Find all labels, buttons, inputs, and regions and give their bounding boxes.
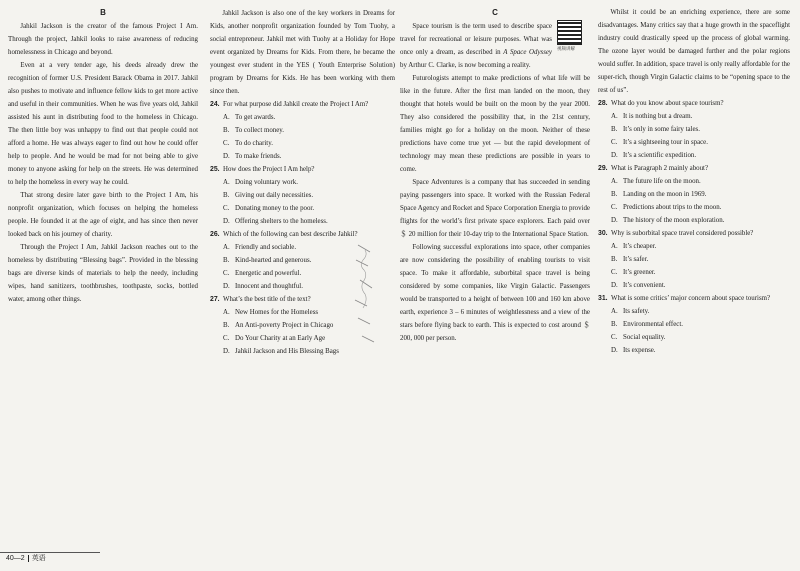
- qr-code-icon[interactable]: [557, 20, 582, 45]
- option-letter: A.: [223, 309, 230, 316]
- column-1: [8, 6, 198, 306]
- option-text: Its safety.: [623, 308, 650, 315]
- option-letter: C.: [223, 335, 230, 342]
- question-29: [598, 162, 790, 175]
- option-text: It’s greener.: [623, 269, 656, 276]
- answer-option[interactable]: [210, 202, 395, 215]
- option-text: It’s safer.: [623, 256, 649, 263]
- question-number: 30.: [598, 230, 608, 237]
- option-letter: C.: [223, 140, 230, 147]
- subject-label: 英语: [31, 555, 46, 562]
- answer-option[interactable]: [598, 123, 790, 136]
- option-letter: C.: [223, 270, 230, 277]
- answer-option[interactable]: [598, 201, 790, 214]
- question-28: [598, 97, 790, 110]
- section-b-paragraph-5-continued: Jahkil Jackson is also one of the key workers in Dreams for Kids, another nonprofit organization founded by Tom Tuohy, a social entrepreneur. Jahkil met with Tuohy at a Holiday for Hope event organized by Dreams for Kids. From there, he became the youngest ever student in the YES ( Youth Enterprise Solution) program by Dreams for Kids. He has been working with them since then.: [210, 10, 395, 95]
- answer-option[interactable]: [210, 150, 395, 163]
- option-letter: B.: [611, 126, 618, 133]
- answer-option[interactable]: [598, 214, 790, 227]
- option-letter: A.: [223, 244, 230, 251]
- option-letter: D.: [223, 348, 230, 355]
- question-number: 29.: [598, 165, 608, 172]
- question-25: [210, 163, 395, 176]
- answer-option[interactable]: [210, 124, 395, 137]
- question-number: 24.: [210, 101, 220, 108]
- option-letter: A.: [611, 243, 618, 250]
- answer-option[interactable]: [210, 176, 395, 189]
- section-c-paragraph-5: Whilst it could be an enriching experience, there are some disadvantages. Many critics say that a huge growth in the spaceflight industry could drastically speed up the process of global warming. The ozone layer would be damaged further and the polar regions would suffer. In addition, space travel is only really affordable for the super-rich, though Virgin Galactic claims to be “opening space to the rest of us”.: [598, 9, 790, 94]
- option-letter: C.: [611, 269, 618, 276]
- answer-option[interactable]: [598, 240, 790, 253]
- answer-option[interactable]: [210, 137, 395, 150]
- answer-option[interactable]: [210, 189, 395, 202]
- option-text: Offering shelters to the homeless.: [235, 218, 328, 225]
- answer-option[interactable]: [598, 279, 790, 292]
- option-letter: C.: [223, 205, 230, 212]
- answer-option[interactable]: [598, 175, 790, 188]
- option-letter: A.: [611, 178, 618, 185]
- option-letter: B.: [611, 191, 618, 198]
- option-letter: A.: [611, 308, 618, 315]
- option-letter: D.: [611, 217, 618, 224]
- question-text: What’s the best title of the text?: [223, 296, 311, 303]
- option-letter: D.: [611, 152, 618, 159]
- answer-option[interactable]: [210, 215, 395, 228]
- option-letter: C.: [611, 204, 618, 211]
- question-text: Why is suborbital space travel considered possible?: [611, 230, 754, 237]
- answer-option[interactable]: [598, 136, 790, 149]
- section-c-paragraph-2: Futurologists attempt to make predictions of what life will be like in the future. After the first man landed on the moon, they thought that hotels would be built on the moon by the year 2000. They also considered the possibility that, in the 21st century, families might go for a holiday on the moon. Neither of these predictions have come true yet — but the rapid development of technology may mean these predictions are possible in years to come.: [400, 75, 590, 173]
- option-text: New Homes for the Homeless: [235, 309, 319, 316]
- option-letter: D.: [223, 218, 230, 225]
- option-letter: D.: [611, 282, 618, 289]
- option-letter: D.: [223, 283, 230, 290]
- option-text: Landing on the moon in 1969.: [623, 191, 707, 198]
- option-letter: C.: [611, 139, 618, 146]
- section-c-title: C: [492, 8, 498, 17]
- option-letter: B.: [611, 256, 618, 263]
- question-text: What do you know about space tourism?: [611, 100, 724, 107]
- question-number: 31.: [598, 295, 608, 302]
- option-text: Social equality.: [623, 334, 666, 341]
- question-30: [598, 227, 790, 240]
- option-text: Kind-hearted and generous.: [235, 257, 312, 264]
- option-text: Environmental effect.: [623, 321, 683, 328]
- option-text: It’s only in some fairy tales.: [623, 126, 700, 133]
- answer-option[interactable]: [598, 331, 790, 344]
- option-letter: D.: [223, 153, 230, 160]
- option-letter: B.: [611, 321, 618, 328]
- questions-c: [598, 97, 790, 357]
- answer-option[interactable]: [598, 344, 790, 357]
- option-letter: A.: [611, 113, 618, 120]
- section-b-title: B: [100, 8, 106, 17]
- section-c-paragraph-4: Following successful explorations into space, other companies are now considering the possibility of enabling tourists to visit space. To make it affordable, suborbital space travel is being considered by some companies, like Virgin Galactic. Passengers would be transported to a height of between 100 and 160 km above earth, experience 3 – 6 minutes of weightlessness and a view of the stars before flying back to earth. This is expected to cost around ＄ 200, 000 per person.: [400, 244, 590, 342]
- option-text: Energetic and powerful.: [235, 270, 302, 277]
- option-text: Innocent and thoughtful.: [235, 283, 303, 290]
- section-b-paragraph-2: Even at a very tender age, his deeds already drew the recognition of former U.S. President Barack Obama in 2017. Jahkil also pushes to motivate and influence fellow kids to get more active and useful in their communities. When he was five years old, Jahkil assisted his aunt in distributing food to the homeless in Chicago. The then little boy was unhappy to find out that people could not afford a home. He was always eager to find out how he could offer help to people. And he would be mad for not being able to give money to anyone asking for help on the streets. He was determined to help the homeless in every way he could.: [8, 62, 198, 186]
- option-text: Friendly and sociable.: [235, 244, 297, 251]
- section-b-paragraph-4: Through the Project I Am, Jahkil Jackson reaches out to the homeless by distributing “Blessing bags”. Provided in the blessing bags are diverse kinds of materials to help the needy, including wipes, hand sanitizers, toothbrushes, toothpaste, socks, bottled water, among other things.: [8, 244, 198, 303]
- question-text: Which of the following can best describe Jahkil?: [223, 231, 358, 238]
- option-text: It’s a sightseeing tour in space.: [623, 139, 708, 146]
- pencil-marks-icon: [350, 240, 400, 350]
- question-number: 27.: [210, 296, 220, 303]
- section-b-paragraph-3: That strong desire later gave birth to the Project I Am, his nonprofit organization, which focuses on helping the homeless people. He founded it at the age of eight, and has since then never looked back on his journey of charity.: [8, 192, 198, 238]
- answer-option[interactable]: [210, 111, 395, 124]
- option-letter: A.: [223, 179, 230, 186]
- option-text: It’s convenient.: [623, 282, 666, 289]
- option-text: It is nothing but a dream.: [623, 113, 693, 120]
- column-4: [598, 6, 790, 357]
- option-text: It’s a scientific expedition.: [623, 152, 697, 159]
- option-text: Giving out daily necessities.: [235, 192, 314, 199]
- answer-option[interactable]: [598, 149, 790, 162]
- option-letter: A.: [223, 114, 230, 121]
- page-footer: [6, 553, 46, 563]
- option-letter: C.: [611, 334, 618, 341]
- answer-option[interactable]: [598, 188, 790, 201]
- option-text: The history of the moon exploration.: [623, 217, 725, 224]
- question-text: What is some critics’ major concern about space tourism?: [611, 295, 771, 302]
- option-letter: B.: [223, 322, 230, 329]
- section-b-paragraph-1: Jahkil Jackson is the creator of the famous Project I Am. Through the project, Jahkil looks to raise awareness of reducing homelessness in Chicago and beyond.: [8, 23, 198, 56]
- option-text: It’s cheaper.: [623, 243, 657, 250]
- option-text: To get awards.: [235, 114, 276, 121]
- column-3: [400, 6, 590, 345]
- page-number: 40—2: [6, 555, 25, 562]
- question-31: [598, 292, 790, 305]
- qr-label: 视频讲解: [557, 46, 575, 51]
- question-number: 25.: [210, 166, 220, 173]
- option-text: The future life on the moon.: [623, 178, 701, 185]
- option-text: An Anti-poverty Project in Chicago: [235, 322, 334, 329]
- option-text: Doing voluntary work.: [235, 179, 298, 186]
- book-title: A Space Odyssey: [503, 49, 552, 56]
- question-text: What is Paragraph 2 mainly about?: [611, 165, 709, 172]
- section-c-paragraph-1: Space tourism is the term used to describe space travel for recreational or leisure purposes. What was once only a dream, as described in A Space Odyssey by Arthur C. Clarke, is now becoming a reality.: [400, 23, 552, 69]
- option-text: To make friends.: [235, 153, 282, 160]
- answer-option[interactable]: [598, 253, 790, 266]
- answer-option[interactable]: [598, 110, 790, 123]
- option-text: To do charity.: [235, 140, 273, 147]
- question-text: How does the Project I Am help?: [223, 166, 315, 173]
- option-text: Jahkil Jackson and His Blessing Bags: [235, 348, 339, 355]
- option-letter: B.: [223, 192, 230, 199]
- section-c-paragraph-3: Space Adventures is a company that has succeeded in sending paying passengers into space. It worked with the Russian Federal Space Agency and Rocket and Space Corporation Energia to provide flights for the world’s first private space explorers. Each paid over ＄ 20 million for their 10-day trip to the International Space Station.: [400, 179, 590, 238]
- question-number: 26.: [210, 231, 220, 238]
- answer-option[interactable]: [598, 266, 790, 279]
- option-text: Do Your Charity at an Early Age: [235, 335, 326, 342]
- question-number: 28.: [598, 100, 608, 107]
- answer-option[interactable]: [598, 318, 790, 331]
- option-letter: B.: [223, 127, 230, 134]
- question-24: [210, 98, 395, 111]
- option-text: Predictions about trips to the moon.: [623, 204, 722, 211]
- option-letter: D.: [611, 347, 618, 354]
- option-letter: B.: [223, 257, 230, 264]
- option-text: Donating money to the poor.: [235, 205, 315, 212]
- option-text: Its expense.: [623, 347, 656, 354]
- question-text: For what purpose did Jahkil create the Project I Am?: [223, 101, 369, 108]
- answer-option[interactable]: [598, 305, 790, 318]
- option-text: To collect money.: [235, 127, 285, 134]
